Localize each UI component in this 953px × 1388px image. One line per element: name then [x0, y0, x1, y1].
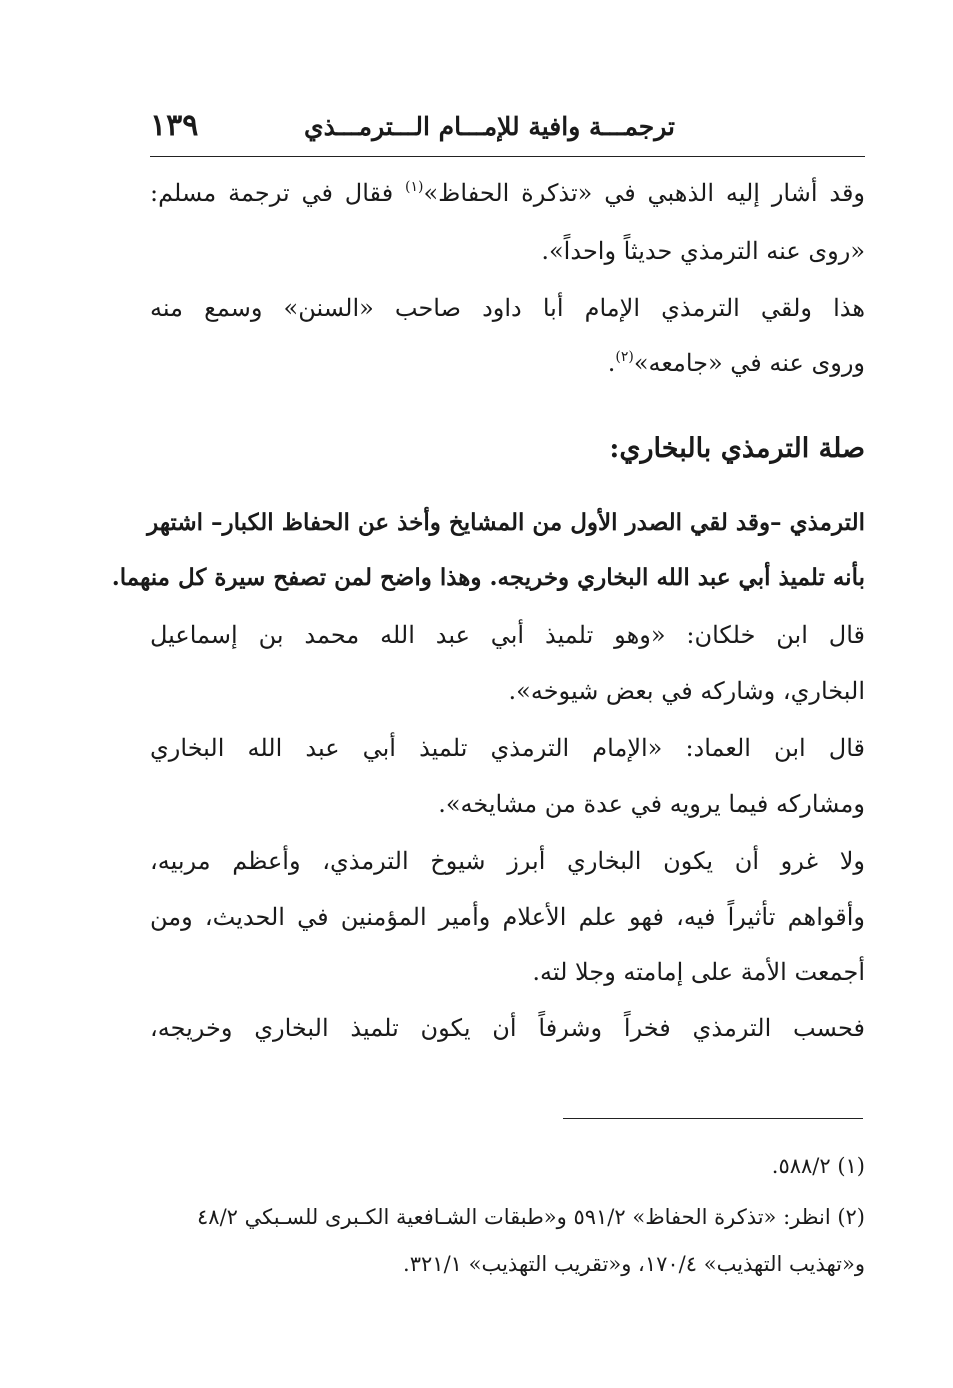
- footnote-ref-1: (١): [405, 179, 424, 195]
- footnote-ref-2: (٢): [615, 349, 634, 365]
- para1-line2: «روى عنه الترمذي حديثاً واحداً».: [541, 237, 865, 265]
- footnote-1: (١) ٥٨٨/٢.: [771, 1154, 865, 1178]
- para6-line2: وأقواهم تأثيراً فيه، فهو علم الأعلام وأمير المؤمنين في الحديث، ومن: [150, 903, 865, 931]
- footnote-2-line1: (٢) انظر: «تذكرة الحفاظ» ٥٩١/٢ و«طبقات الشـافعية الكـبرى للسـبكي ٤٨/٢: [197, 1205, 865, 1229]
- para2-line1: هذا ولقي الترمذي الإمام أبا داود صاحب «السنن» وسمع منه: [150, 294, 865, 322]
- para5-line1: قال ابن العماد: «الإمام الترمذي تلميذ أبي عبد الله البخاري: [150, 734, 865, 762]
- page-number: ١٣٩: [150, 108, 199, 143]
- para4-line2: البخاري، وشاركه في بعض شيوخه».: [508, 677, 865, 705]
- section-heading: صلة الترمذي بالبخاري:: [609, 433, 865, 464]
- running-title: ترجمـــة وافية للإمـــام الـــترمـــذي: [304, 112, 675, 141]
- footnote-rule: [563, 1118, 863, 1119]
- para3-line2: بأنه تلميذ أبي عبد الله البخاري وخريجه. وهذا واضح لمن تصفح سيرة كل منهما.: [111, 564, 865, 591]
- page-header: [150, 108, 865, 156]
- para2-line2: وروى عنه في «جامعه»$^{(٢)}$.: [607, 349, 865, 377]
- para6-line3: أجمعت الأمة على إمامته وجلا لته.: [532, 958, 865, 986]
- para3-line1: الترمذي –وقد لقي الصدر الأول من المشايخ وأخذ عن الحفاظ الكبار– اشتهر: [147, 509, 865, 536]
- para4-line1: قال ابن خلكان: «وهو تلميذ أبي عبد الله محمد بن إسماعيل: [150, 621, 865, 649]
- header-rule: [150, 156, 865, 157]
- para5-line2: ومشاركه فيما يرويه في عدة من مشايخه».: [438, 790, 865, 818]
- para7-line1: فحسب الترمذي فخراً وشرفاً أن يكون تلميذ البخاري وخريجه،: [150, 1014, 865, 1042]
- para6-line1: ولا غرو أن يكون البخاري أبرز شيوخ الترمذي، وأعظم مربيه،: [150, 847, 865, 875]
- footnote-2-line2: و«تهذيب التهذيب» ١٧٠/٤، و«تقريب التهذيب» ٣٢١/١.: [403, 1252, 865, 1276]
- para1-line1: وقد أشار إليه الذهبي في «تذكرة الحفاظ»$^{(١)}$ فقال في ترجمة مسلم:: [150, 179, 866, 207]
